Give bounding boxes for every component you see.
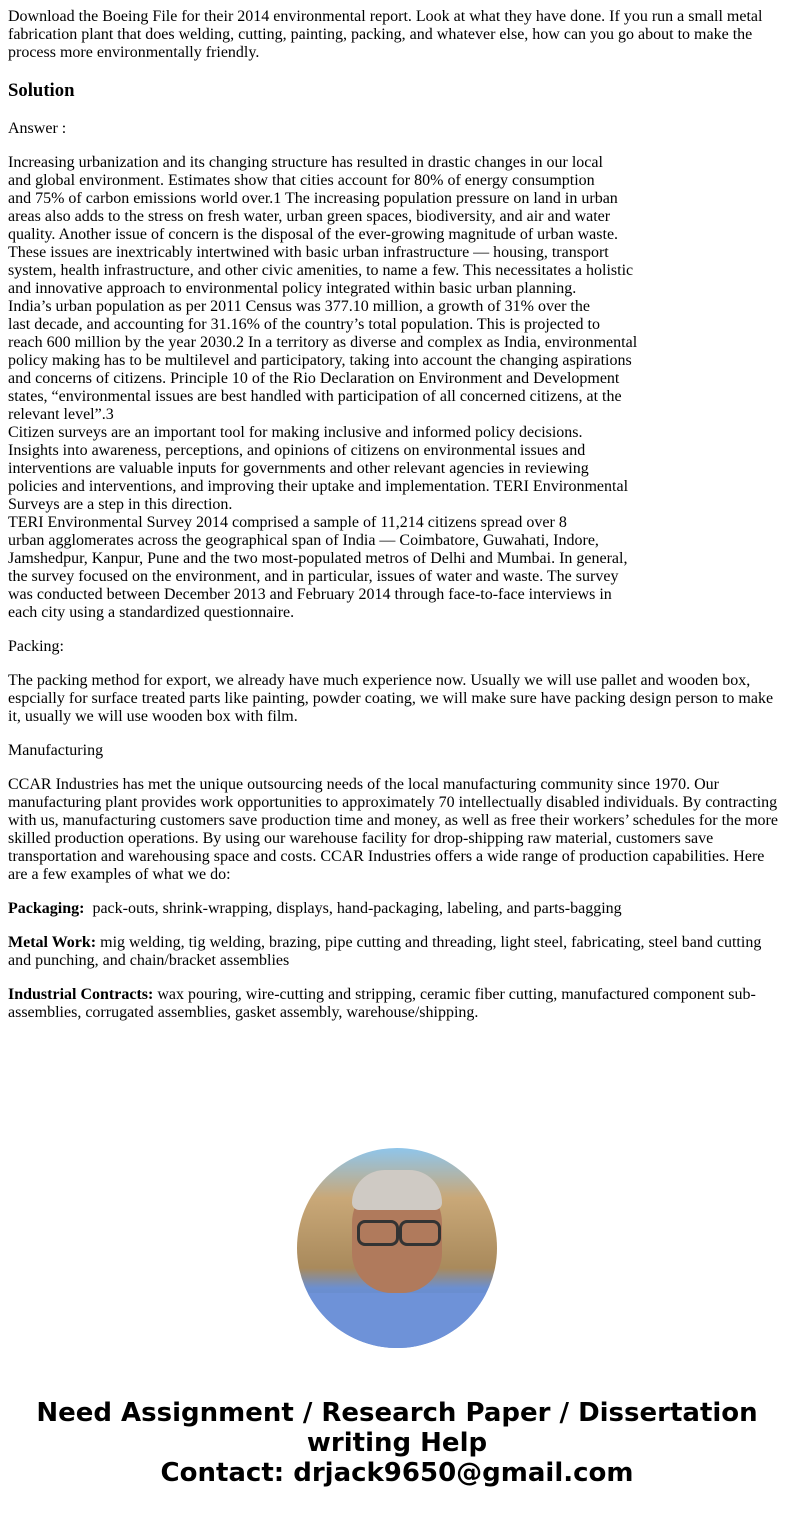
answer-line: last decade, and accounting for 31.16% of the country’s total population. This is projected to — [8, 316, 600, 333]
capability-packaging — [8, 900, 786, 918]
answer-line: Insights into awareness, perceptions, and opinions of citizens on environmental issues and — [8, 442, 586, 459]
answer-line: and 75% of carbon emissions world over.1 The increasing population pressure on land in urban — [8, 190, 618, 207]
answer-line: interventions are valuable inputs for governments and other relevant agencies in reviewing — [8, 460, 589, 477]
question-text: Download the Boeing File for their 2014 environmental report. Look at what they have done. If you run a small metal fabrication plant that does welding, cutting, painting, packing, and whatever else, how can you go about to make the process more environmentally friendly. — [8, 8, 763, 61]
answer-line: system, health infrastructure, and other civic amenities, to name a few. This necessitates a holistic — [8, 262, 634, 279]
answer-line: policies and interventions, and improving their uptake and implementation. TERI Environmental — [8, 478, 629, 495]
contact-banner — [8, 1398, 786, 1488]
answer-line: and innovative approach to environmental policy integrated within basic urban planning. — [8, 280, 577, 297]
answer-line: areas also adds to the stress on fresh water, urban green spaces, biodiversity, and air and water — [8, 208, 611, 225]
answer-line: India’s urban population as per 2011 Census was 377.10 million, a growth of 31% over the — [8, 298, 590, 315]
answer-line: and global environment. Estimates show that cities account for 80% of energy consumption — [8, 172, 595, 189]
answer-line: These issues are inextricably intertwined with basic urban infrastructure — housing, transport — [8, 244, 609, 261]
answer-line: Jamshedpur, Kanpur, Pune and the two most-populated metros of Delhi and Mumbai. In general, — [8, 550, 628, 567]
answer-line: Surveys are a step in this direction. — [8, 496, 233, 513]
answer-line: urban agglomerates across the geographical span of India — Coimbatore, Guwahati, Indore, — [8, 532, 599, 549]
capability-label: Metal Work: — [8, 934, 97, 951]
answer-line: Increasing urbanization and its changing structure has resulted in drastic changes in our local — [8, 154, 603, 171]
answer-line: TERI Environmental Survey 2014 comprised a sample of 11,214 citizens spread over 8 — [8, 514, 567, 531]
cta-headline: Need Assignment / Research Paper / Dissertation writing Help — [36, 1398, 758, 1458]
answer-line: was conducted between December 2013 and February 2014 through face-to-face interviews in — [8, 586, 612, 603]
packing-text: The packing method for export, we already have much experience now. Usually we will use pallet and wooden box, espcially for surface treated parts like painting, powder coating, we will make sure have packing design person to make it, usually we will use wooden box with film. — [8, 672, 774, 725]
solution-heading: Solution — [8, 80, 75, 101]
answer-line: quality. Another issue of concern is the disposal of the ever-growing magnitude of urban waste. — [8, 226, 619, 243]
capability-text: pack-outs, shrink-wrapping, displays, hand-packaging, labeling, and parts-bagging — [84, 900, 622, 917]
capability-label: Packaging: — [8, 900, 85, 917]
cta-contact: Contact: drjack9650@gmail.com — [160, 1458, 634, 1488]
answer-line: states, “environmental issues are best handled with participation of all concerned citizens, at the — [8, 388, 622, 405]
answer-label: Answer : — [8, 120, 67, 137]
packing-label: Packing: — [8, 638, 64, 655]
answer-line: policy making has to be multilevel and participatory, taking into account the changing aspirations — [8, 352, 632, 369]
capability-industrial-contracts — [8, 986, 786, 1022]
capability-text: mig welding, tig welding, brazing, pipe cutting and threading, light steel, fabricating, steel band cutting and punching, and chain/bracket assemblies — [8, 934, 762, 969]
capability-metal-work — [8, 934, 786, 970]
capability-text: wax pouring, wire-cutting and stripping, ceramic fiber cutting, manufactured component sub-assemblies, corrugated assemblies, gasket assembly, warehouse/shipping. — [8, 986, 756, 1021]
answer-line: reach 600 million by the year 2030.2 In a territory as diverse and complex as India, environmental — [8, 334, 638, 351]
answer-line: and concerns of citizens. Principle 10 of the Rio Declaration on Environment and Development — [8, 370, 620, 387]
answer-body — [8, 154, 786, 622]
answer-line: relevant level”.3 — [8, 406, 114, 423]
answer-line: each city using a standardized questionnaire. — [8, 604, 295, 621]
answer-line: Citizen surveys are an important tool for making inclusive and informed policy decisions. — [8, 424, 583, 441]
capability-label: Industrial Contracts: — [8, 986, 154, 1003]
answer-line: the survey focused on the environment, and in particular, issues of water and waste. The survey — [8, 568, 619, 585]
manufacturing-text: CCAR Industries has met the unique outsourcing needs of the local manufacturing community since 1970. Our manufacturing plant provides work opportunities to approximately 70 intellectually disabled individuals. By contracting with us, manufacturing customers save production time and money, as well as free their workers’ schedules for the more skilled production operations. By using our warehouse facility for drop-shipping raw material, customers save transportation and warehousing space and costs. CCAR Industries offers a wide range of production capabilities. Here are a few examples of what we do: — [8, 776, 778, 883]
author-avatar — [297, 1148, 497, 1348]
manufacturing-label: Manufacturing — [8, 742, 104, 759]
